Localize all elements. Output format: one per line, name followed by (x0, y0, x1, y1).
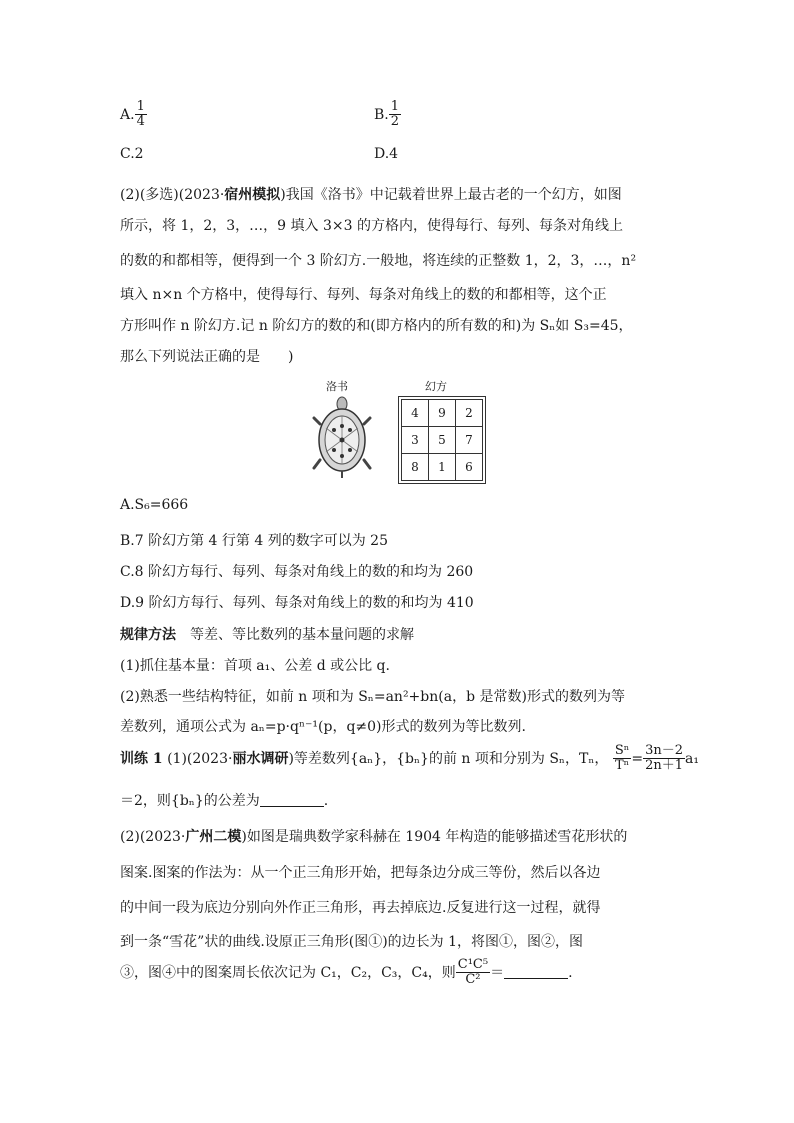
magic-square-label: 幻方 (425, 380, 447, 393)
practice-q2-line2: 图案.图案的作法为：从一个正三角形开始，把每条边分成三等份，然后以各边 (120, 865, 601, 881)
q2-text: )我国《洛书》中记载着世界上最古老的一个幻方，如图 (280, 187, 622, 203)
q2-option-a: A.S₆=666 (120, 497, 189, 513)
magic-cell: 9 (429, 400, 456, 427)
practice-l2-text: ＝2，则{bₙ}的公差为 (120, 793, 260, 809)
q2-line2: 所示，将 1，2，3，…，9 填入 3×3 的方格内，使得每行、每列、每条对角线上 (120, 218, 623, 234)
answer-blank-2[interactable] (504, 964, 568, 979)
frac-num: C¹C⁵ (457, 957, 489, 972)
practice-q2-line5 (120, 958, 573, 988)
table-row (402, 427, 483, 454)
table-row (402, 400, 483, 427)
q2-option-b: B.7 阶幻方第 4 行第 4 列的数字可以为 25 (120, 533, 388, 549)
q2-option-c: C.8 阶幻方每行、每列、每条对角线上的数的和均为 260 (120, 564, 474, 580)
fraction-ratio (643, 744, 685, 774)
q2-line1 (120, 184, 622, 204)
q2-line6: 那么下列说法正确的是 ) (120, 349, 294, 365)
fraction-s-over-t (613, 744, 632, 774)
q2-prefix: (2)(多选)(2023· (120, 187, 225, 203)
practice-line1 (120, 744, 699, 774)
answer-blank-1[interactable] (260, 792, 324, 807)
q2-source: 宿州模拟 (224, 187, 281, 203)
frac-den: C² (465, 972, 481, 988)
magic-cell: 8 (402, 454, 429, 481)
practice-prefix: (1)(2023· (167, 750, 233, 767)
frac-den: 2n＋1 (645, 758, 684, 774)
practice-q2-line3: 的中间一段为底边分别向外作正三角形，再去掉底边.反复进行这一过程，就得 (120, 900, 601, 916)
practice-q2-text: )如图是瑞典数学家科赫在 1904 年构造的能够描述雪花形状的 (241, 829, 628, 845)
practice-q2-l5-text: ③，图④中的图案周长依次记为 C₁，C₂，C₃，C₄，则 (120, 964, 456, 981)
method-title: 等差、等比数列的基本量问题的求解 (190, 627, 414, 643)
practice-line2 (120, 790, 328, 810)
practice-q2-source: 广州二模 (185, 829, 242, 845)
method-point-2b: 差数列，通项公式为 aₙ=p·qⁿ⁻¹(p，q≠0)形式的数列为等比数列. (120, 719, 526, 735)
frac-num: 1 (136, 99, 145, 114)
luoshu-label: 洛书 (326, 380, 348, 393)
practice-q2-line1 (120, 826, 627, 846)
period: . (323, 793, 329, 809)
fraction-c (456, 958, 490, 988)
period: . (568, 964, 573, 981)
magic-cell: 6 (456, 454, 483, 481)
frac-den: 2 (390, 114, 400, 130)
turtle-icon (312, 394, 372, 480)
option-b (374, 100, 401, 130)
equals-sign: = (631, 750, 644, 767)
practice-q2-prefix: (2)(2023· (120, 829, 186, 845)
magic-square (398, 396, 486, 484)
frac-num: 3n－2 (645, 743, 684, 758)
method-label: 规律方法 (120, 627, 176, 643)
practice-label: 训练 1 (120, 750, 163, 767)
magic-cell: 4 (402, 400, 429, 427)
turtle-illustration (312, 394, 372, 484)
option-a (120, 100, 147, 130)
q2-line5: 方形叫作 n 阶幻方.记 n 阶幻方的数的和(即方格内的所有数的和)为 Sₙ如 S₃=45， (120, 318, 633, 334)
practice-a1: a₁ (685, 750, 699, 767)
equals-sign: ＝ (490, 964, 505, 981)
option-c: C.2 (120, 146, 144, 162)
option-d: D.4 (374, 146, 399, 162)
frac-num: Sⁿ (614, 743, 630, 758)
q2-option-d: D.9 阶幻方每行、每列、每条对角线上的数的和均为 410 (120, 595, 474, 611)
option-a-label: A. (120, 106, 135, 123)
magic-cell: 5 (429, 427, 456, 454)
magic-cell: 2 (456, 400, 483, 427)
frac-num: 1 (390, 99, 400, 114)
method-heading (120, 624, 414, 644)
method-point-1: (1)抓住基本量：首项 a₁、公差 d 或公比 q. (120, 658, 390, 674)
option-b-label: B. (374, 106, 389, 123)
practice-q2-line4: 到一条“雪花”状的曲线.设原正三角形(图①)的边长为 1，将图①，图②，图 (120, 934, 584, 950)
q2-line3: 的数的和都相等，便得到一个 3 阶幻方.一般地，将连续的正整数 1，2，3，…，n² (120, 253, 637, 269)
option-b-fraction (389, 100, 401, 130)
option-a-fraction (135, 100, 147, 130)
frac-den: Tⁿ (614, 758, 630, 774)
method-point-2a: (2)熟悉一些结构特征，如前 n 项和为 Sₙ=an²+bn(a，b 是常数)形式的数列为等 (120, 689, 625, 705)
magic-cell: 7 (456, 427, 483, 454)
frac-den: 4 (136, 114, 145, 130)
practice-source: 丽水调研 (232, 750, 289, 767)
table-row (402, 454, 483, 481)
magic-square-grid (401, 399, 483, 481)
magic-cell: 1 (429, 454, 456, 481)
practice-text: )等差数列{aₙ}，{bₙ}的前 n 项和分别为 Sₙ，Tₙ， (288, 750, 609, 767)
q2-line4: 填入 n×n 个方格中，使得每行、每列、每条对角线上的数的和都相等，这个正 (120, 287, 607, 303)
magic-cell: 3 (402, 427, 429, 454)
